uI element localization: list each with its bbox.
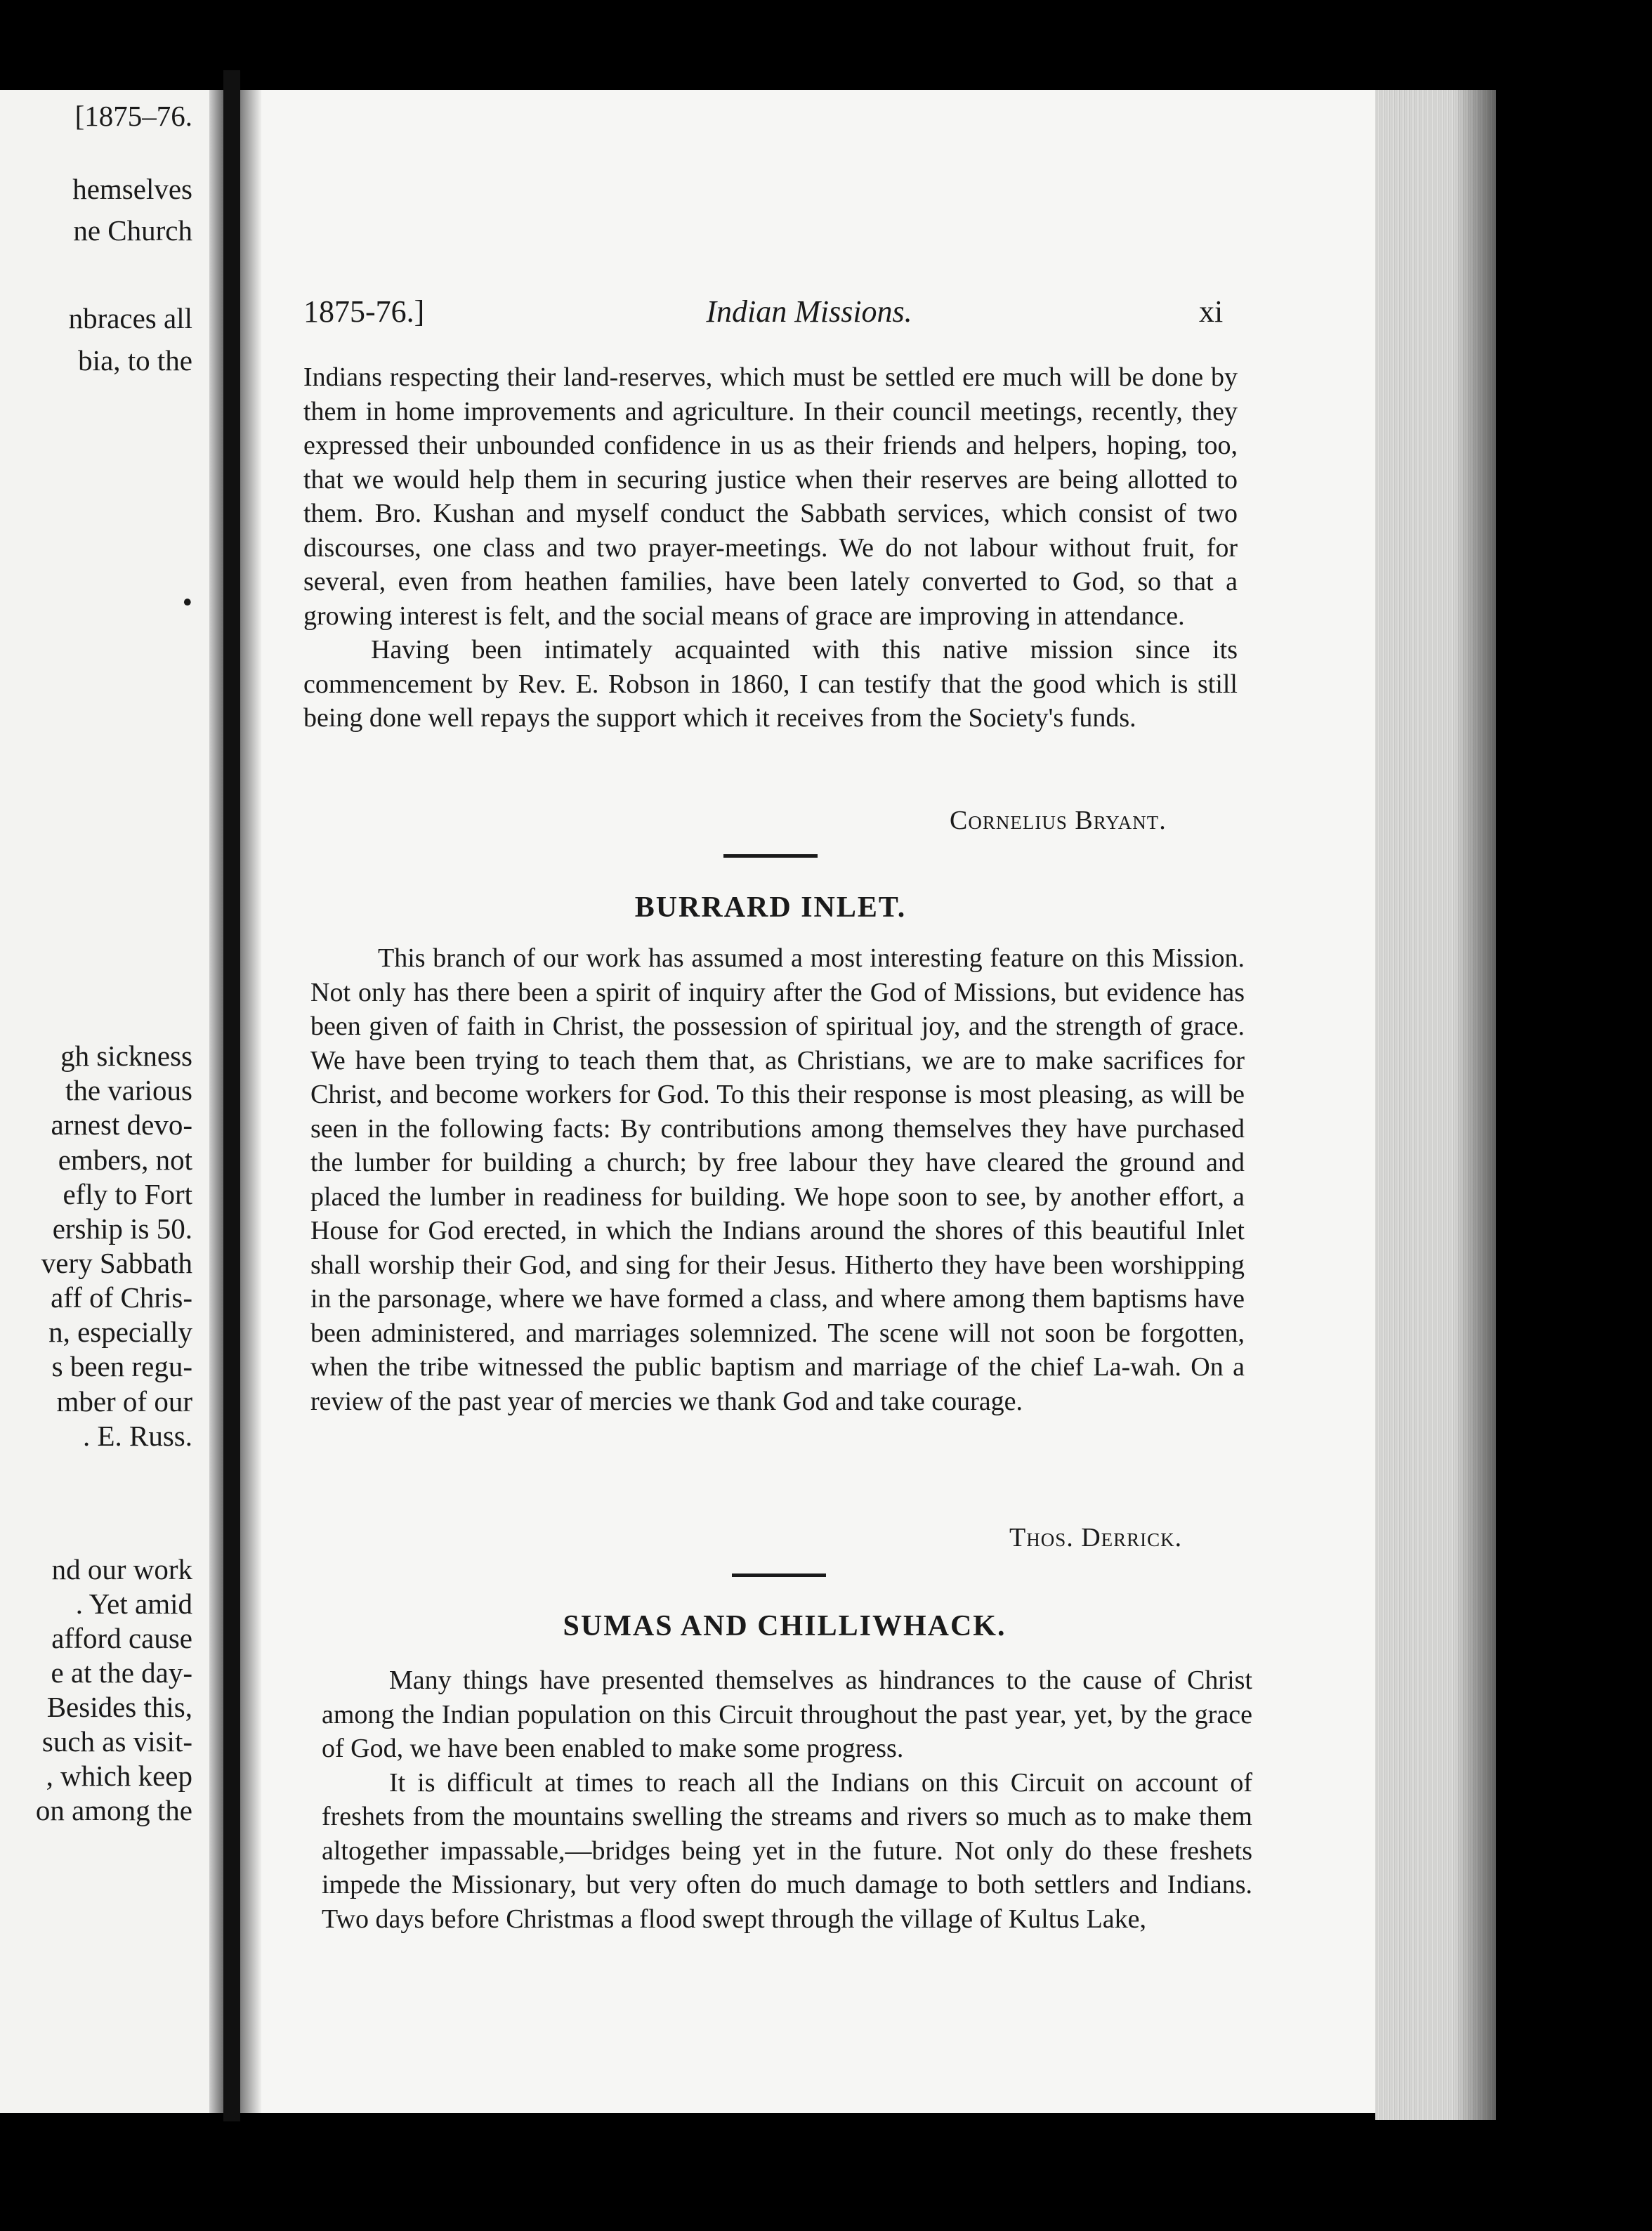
left-page-line: ership is 50. — [52, 1212, 192, 1245]
page-edge-shadow — [1454, 90, 1496, 2120]
signature-bryant: Cornelius Bryant. — [950, 806, 1167, 835]
running-header-title: Indian Missions. — [706, 294, 912, 329]
left-page-gutter-shadow — [209, 90, 223, 2113]
intro-paragraph-2: Having been intimately acquainted with this native mission since its commencement by Rev. E. Robson in 1860, I can testify that the good which is still being done well repays the support which it receives from the Society's funds. — [303, 635, 1238, 733]
left-page-line: arnest devo- — [51, 1108, 192, 1141]
left-page-line: s been regu- — [51, 1350, 192, 1382]
left-page-fragment — [0, 90, 223, 2113]
burrard-section — [310, 941, 1245, 1418]
left-page-line: on among the — [35, 1794, 192, 1826]
left-page-line: embers, not — [58, 1144, 192, 1176]
left-page-line: the various — [65, 1074, 192, 1106]
running-header-year: 1875-76.] — [303, 294, 425, 329]
heading-sumas-chilliwhack: SUMAS AND CHILLIWHACK. — [563, 1610, 1007, 1642]
intro-paragraph-1: Indians respecting their land-reserves, which must be settled ere much will be done by them in home improvements and agriculture. In their council meetings, recently, they expressed their unbounded confidence in us as their friends and helpers, hoping, too, that we would help them in securing justice when their reserves are being allotted to them. Bro. Kushan and myself conduct the Sabbath services, which consist of two discourses, one class and two prayer-meetings. We do not labour without fruit, for several, even from heathen families, have been lately converted to God, so that a growing interest is felt, and the social means of grace are improving in attendance. — [303, 362, 1238, 631]
burrard-paragraph: This branch of our work has assumed a most interesting feature on this Mission. Not only has there been a spirit of inquiry after the God of Missions, but evidence has been given of faith in Christ, the possession of spiritual joy, and the strength of grace. We have been trying to teach them that, as Christians, we are to make sacrifices for Christ, and become workers for God. To this their response is most pleasing, as will be seen in the following facts: By contributions among themselves they have purchased the lumber for building a church; by free labour they have cleared the ground and placed the lumber in readiness for building. We hope soon to see, by another effort, a House for God erected, in which the Indians around the shores of this beautiful Inlet shall worship their God, and sing for their Jesus. Hitherto they have been worshipping in the parsonage, where we have formed a class, and where among them baptisms have been administered, and marriages solemnized. The scene will not soon be forgotten, when the tribe witnessed the public baptism and marriage of the chief La-wah. On a review of the past year of mercies we thank God and take courage. — [310, 943, 1245, 1416]
book-gutter — [223, 70, 240, 2121]
left-page-line: gh sickness — [60, 1040, 192, 1072]
left-page-line: e at the day- — [51, 1656, 192, 1689]
page-number: xi — [1199, 294, 1224, 329]
sumas-paragraph-2: It is difficult at times to reach all the Indians on this Circuit on account of freshets from the mountains swelling the streams and rivers so much as to make them altogether impassable,—bridges being yet in the future. Not only do these freshets impede the Missionary, but very often do much damage to both settlers and Indians. Two days before Christmas a flood swept through the village of Kultus Lake, — [322, 1767, 1252, 1934]
heading-burrard-inlet: BURRARD INLET. — [634, 891, 907, 924]
left-page-line: nbraces all — [68, 302, 192, 334]
left-page-line: hemselves — [72, 173, 192, 205]
page-curl-shadow — [240, 90, 261, 2113]
left-page-line: , which keep — [46, 1760, 192, 1792]
left-page-line: efly to Fort — [63, 1178, 192, 1210]
left-page-line: . E. Russ. — [82, 1420, 192, 1452]
left-page-line: very Sabbath — [41, 1247, 192, 1279]
left-page-line: mber of our — [56, 1385, 192, 1418]
left-page-line: • — [182, 586, 192, 618]
left-page-line: Besides this, — [46, 1691, 192, 1723]
section-divider — [723, 854, 818, 858]
sumas-paragraph-1: Many things have presented themselves as hindrances to the cause of Christ among the Indian population on this Circuit throughout the past year, yet, by the grace of God, we have been enabled to make some progress. — [322, 1666, 1252, 1763]
signature-derrick: Thos. Derrick. — [1009, 1523, 1183, 1552]
page-edges — [1375, 90, 1496, 2120]
left-page-line: aff of Chris- — [51, 1281, 192, 1314]
intro-section — [303, 360, 1238, 735]
left-page-line: ne Church — [73, 214, 192, 247]
left-page-line: afford cause — [51, 1622, 192, 1654]
left-page-line: nd our work — [51, 1553, 192, 1585]
section-divider — [732, 1574, 826, 1577]
sumas-section — [322, 1663, 1252, 1936]
left-page-line: bia, to the — [78, 344, 192, 377]
main-page — [240, 90, 1375, 2113]
left-page-line: such as visit- — [41, 1725, 192, 1758]
left-page-line: [1875–76. — [74, 100, 192, 132]
left-page-line: . Yet amid — [75, 1588, 192, 1620]
left-page-line: n, especially — [48, 1316, 192, 1348]
